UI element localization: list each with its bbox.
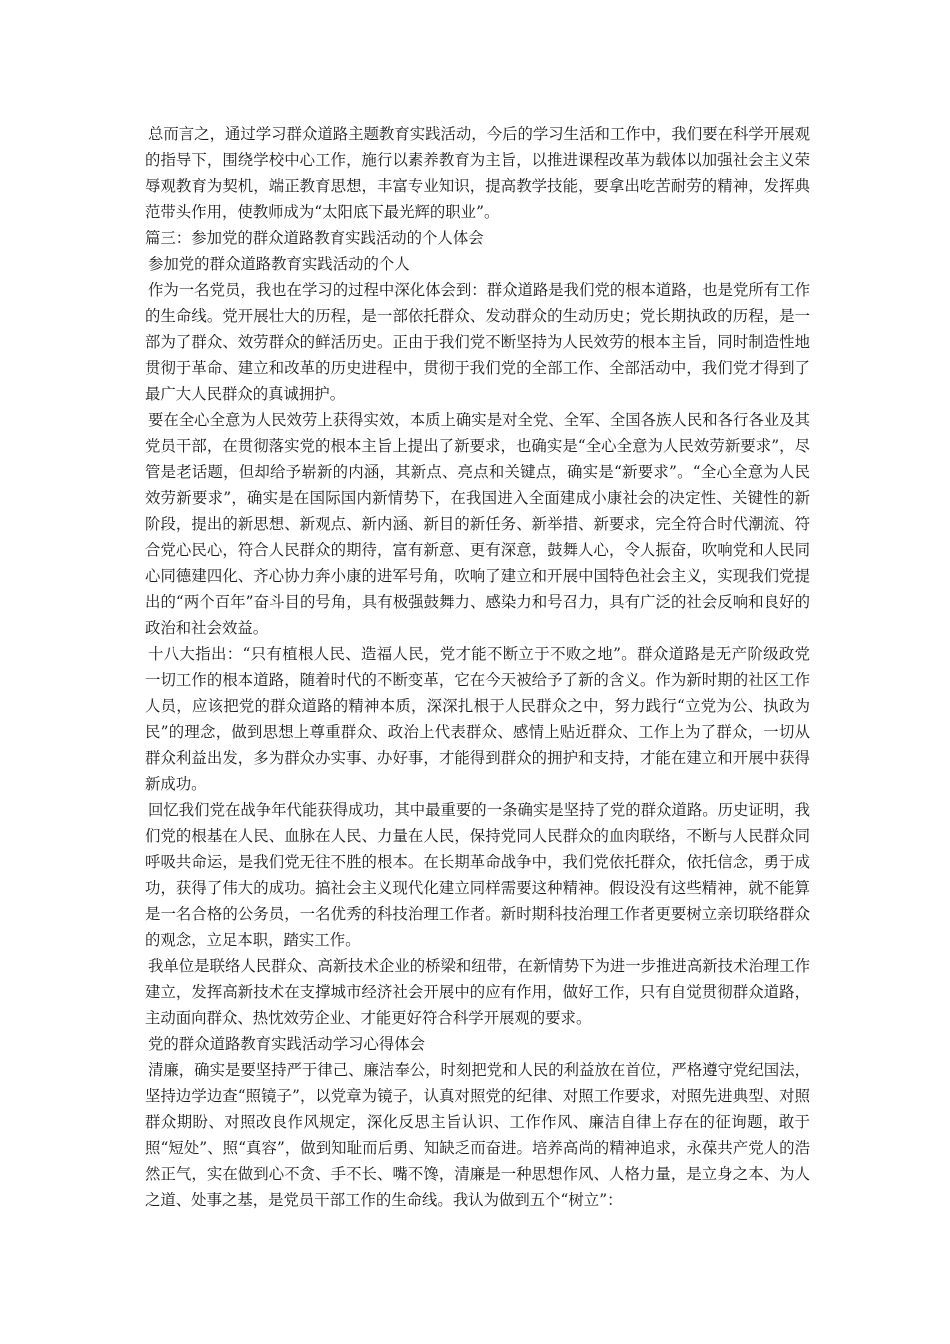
paragraph-integrity: 清廉，确实是要坚持严于律己、廉洁奉公，时刻把党和人民的利益放在首位，严格遵守党纪国法，坚持边学边查“照镜子”，以党章为镜子，认真对照党的纪律、对照工作要求，对照先进典型、对照群众期盼、对照改良作风规定，深化反思主旨认识、工作作风、廉洁自律上存在的征询题，敢于照“短处”、照“真容”，做到知耻而后勇、知缺乏而奋进。培养高尚的精神追求，永葆共产党人的浩然正气，实在做到心不贪、手不长、嘴不馋，清廉是一种思想作风、人格力量，是立身之本、为人之道、处事之基，是党员干部工作的生命线。我认为做到五个“树立”： <box>145 1061 810 1209</box>
paragraph-party-member: 作为一名党员，我也在学习的过程中深化体会到：群众道路是我们党的根本道路，也是党所有工作的生命线。党开展壮大的历程，是一部依托群众、发动群众的生动历史；党长期执政的历程，是一部为了群众、效劳群众的鲜活历史。正由于我们党不断坚持为人民效劳的根本主旨，同时制造性地贯彻于革命、建立和改革的历史进程中，贯彻于我们党的全部工作、全部活动中，我们党才得到了最广大人民群众的真诚拥护。 <box>145 281 810 403</box>
paragraph-history-review: 回忆我们党在战争年代能获得成功，其中最重要的一条确实是坚持了党的群众道路。历史证明，我们党的根基在人民、血脉在人民、力量在人民，保持党同人民群众的血肉联络，不断与人民群众同呼吸共命运，是我们党无往不胜的根本。在长期革命战争中，我们党依托群众，依托信念，勇于成功，获得了伟大的成功。搞社会主义现代化建立同样需要这种精神。假设没有这些精神，就不能算是一名合格的公务员，一名优秀的科技治理工作者。新时期科技治理工作者更要树立亲切联络群众的观念，立足本职，踏实工作。 <box>145 801 810 949</box>
sub-heading-study-experience: 党的群众道路教育实践活动学习心得体会 <box>148 1035 426 1053</box>
paragraph-eighteenth-congress: 十八大指出：“只有植根人民、造福人民，党才能不断立于不败之地”。群众道路是无产阶级政党一切工作的根本道路，随着时代的不断变革，它在今天被给予了新的含义。作为新时期的社区工作人员，应该把党的群众道路的精神本质，深深扎根于人民群众之中，努力践行“立党为公、执政为民”的理念，做到思想上尊重群众、政治上代表群众、感情上贴近群众、工作上为了群众，一切从群众利益出发，多为群众办实事、办好事，才能得到群众的拥护和支持，才能在建立和开展中获得新成功。 <box>145 645 810 793</box>
paragraph-summary: 总而言之，通过学习群众道路主题教育实践活动，今后的学习生活和工作中，我们要在科学开展观的指导下，围绕学校中心工作，施行以素养教育为主旨，以推进课程改革为载体以加强社会主义荣辱观教育为契机，端正教育思想，丰富专业知识，提高教学技能，要拿出吃苦耐劳的精神，发挥典范带头作用，使教师成为“太阳底下最光辉的职业”。 <box>145 125 810 221</box>
paragraph-our-unit: 我单位是联络人民群众、高新技术企业的桥梁和纽带，在新情势下为进一步推进高新技术治理工作建立，发挥高新技术在支撑城市经济社会开展中的应有作用，做好工作，只有自觉贯彻群众道路，主动面向群众、热忱效劳企业、才能更好符合科学开展观的要求。 <box>145 957 810 1027</box>
sub-heading-personal: 参加党的群众道路教育实践活动的个人 <box>148 255 410 273</box>
document-page <box>145 121 810 1213</box>
paragraph-new-requirements: 要在全心全意为人民效劳上获得实效，本质上确实是对全党、全军、全国各族人民和各行各业及其党员干部，在贯彻落实党的根本主旨上提出了新要求，也确实是“全心全意为人民效劳新要求”，尽管是老话题，但却给予崭新的内涵，其新点、亮点和关键点，确实是“新要求”。“全心全意为人民效劳新要求”，确实是在国际国内新情势下，在我国进入全面建成小康社会的决定性、关键性的新阶段，提出的新思想、新观点、新内涵、新目的新任务、新举措、新要求，完全符合时代潮流、符合党心民心，符合人民群众的期待，富有新意、更有深意，鼓舞人心，令人振奋，吹响党和人民同心同德建四化、齐心协力奔小康的进军号角，吹响了建立和开展中国特色社会主义，实现我们党提出的“两个百年”奋斗目的号角，具有极强鼓舞力、感染力和号召力，具有广泛的社会反响和良好的政治和社会效益。 <box>145 411 810 637</box>
section-heading-part-three: 篇三：参加党的群众道路教育实践活动的个人体会 <box>145 229 484 247</box>
